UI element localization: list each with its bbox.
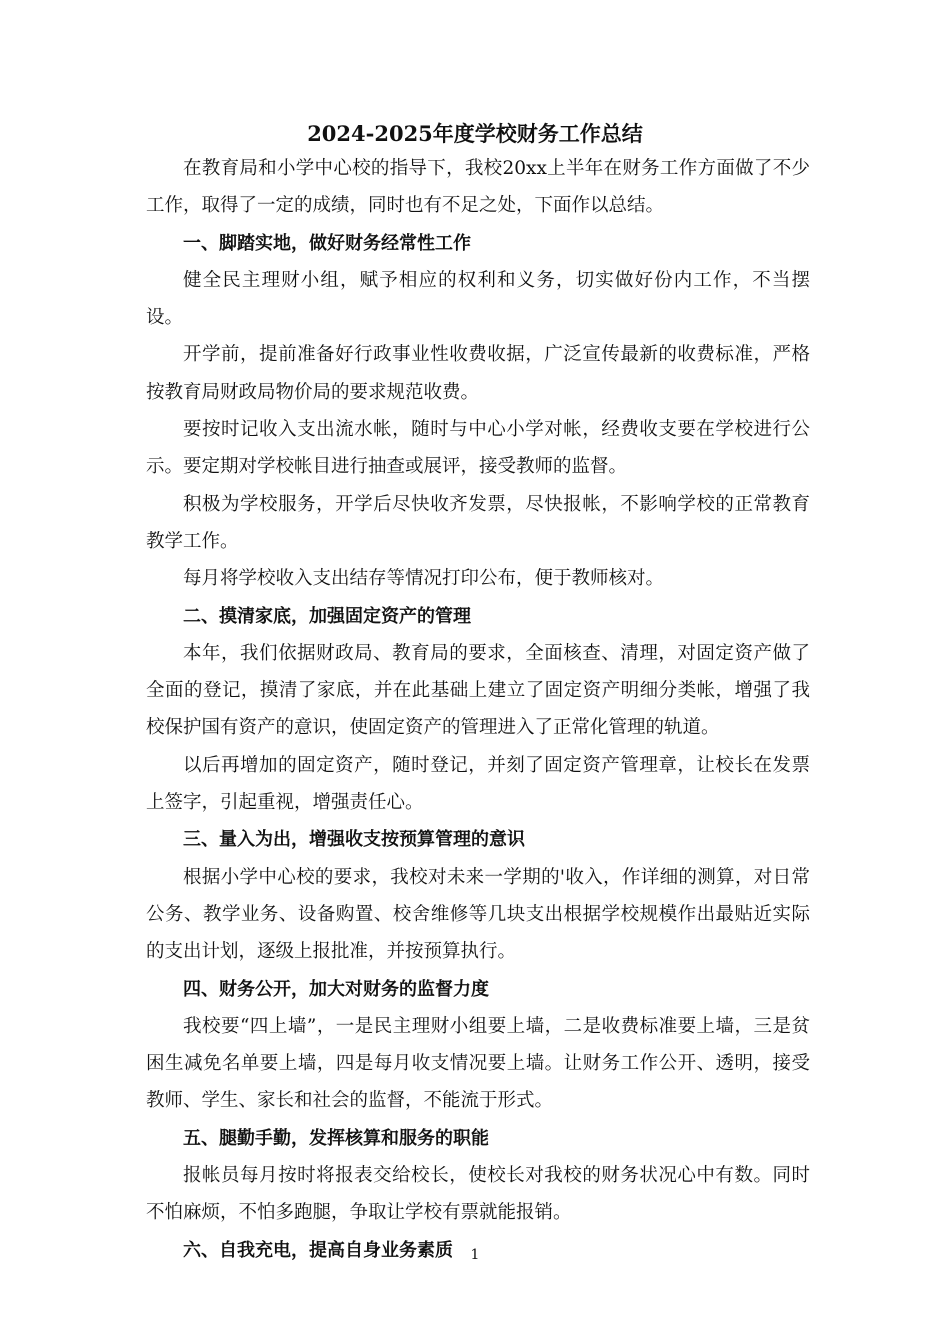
paragraph: 开学前，提前准备好行政事业性收费收据，广泛宣传最新的收费标准，严格按教育局财政局物价局的要求规范收费。 — [146, 344, 810, 403]
paragraph: 我校要“四上墙”，一是民主理财小组要上墙，二是收费标准要上墙，三是贫困生减免名单要上墙，四是每月收支情况要上墙。让财务工作公开、透明，接受教师、学生、家长和社会的监督，不能流于形式。 — [146, 1015, 810, 1112]
section-heading: 三、量入为出，增强收支按预算管理的意识 — [183, 829, 525, 851]
paragraph: 积极为学校服务，开学后尽快收齐发票，尽快报帐，不影响学校的正常教育教学工作。 — [146, 493, 810, 552]
section-heading: 六、自我充电，提高自身业务素质 — [183, 1239, 453, 1261]
section-heading: 一、脚踏实地，做好财务经常性工作 — [183, 232, 471, 254]
paragraph: 健全民主理财小组，赋予相应的权利和义务，切实做好份内工作，不当摆设。 — [146, 269, 810, 329]
paragraph: 以后再增加的固定资产，随时登记，并刻了固定资产管理章，让校长在发票上签字，引起重视，增强责任心。 — [146, 754, 810, 814]
paragraph: 在教育局和小学中心校的指导下，我校20xx上半年在财务工作方面做了不少工作，取得了一定的成绩，同时也有不足之处，下面作以总结。 — [146, 158, 810, 217]
document-body — [146, 150, 810, 1269]
paragraph: 根据小学中心校的要求，我校对未来一学期的'收入，作详细的测算，对日常公务、教学业务、设备购置、校舍维修等几块支出根据学校规模作出最贴近实际的支出计划，逐级上报批准，并按预算执行。 — [146, 866, 810, 963]
paragraph: 要按时记收入支出流水帐，随时与中心小学对帐，经费收支要在学校进行公示。要定期对学校帐目进行抽查或展评，接受教师的监督。 — [146, 419, 810, 478]
document-title: 2024-2025年度学校财务工作总结 — [307, 121, 643, 146]
paragraph: 报帐员每月按时将报表交给校长，使校长对我校的财务状况心中有数。同时不怕麻烦，不怕多跑腿，争取让学校有票就能报销。 — [146, 1165, 810, 1224]
page-number: 1 — [470, 1247, 480, 1263]
section-heading: 二、摸清家底，加强固定资产的管理 — [183, 605, 471, 627]
section-heading: 四、财务公开，加大对财务的监督力度 — [183, 978, 489, 1000]
paragraph: 本年，我们依据财政局、教育局的要求，全面核查、清理，对固定资产做了全面的登记，摸清了家底，并在此基础上建立了固定资产明细分类帐，增强了我校保护国有资产的意识，使固定资产的管理进入了正常化管理的轨道。 — [146, 642, 810, 739]
section-heading: 五、腿勤手勤，发挥核算和服务的职能 — [183, 1127, 489, 1149]
paragraph: 每月将学校收入支出结存等情况打印公布，便于教师核对。 — [183, 568, 665, 590]
